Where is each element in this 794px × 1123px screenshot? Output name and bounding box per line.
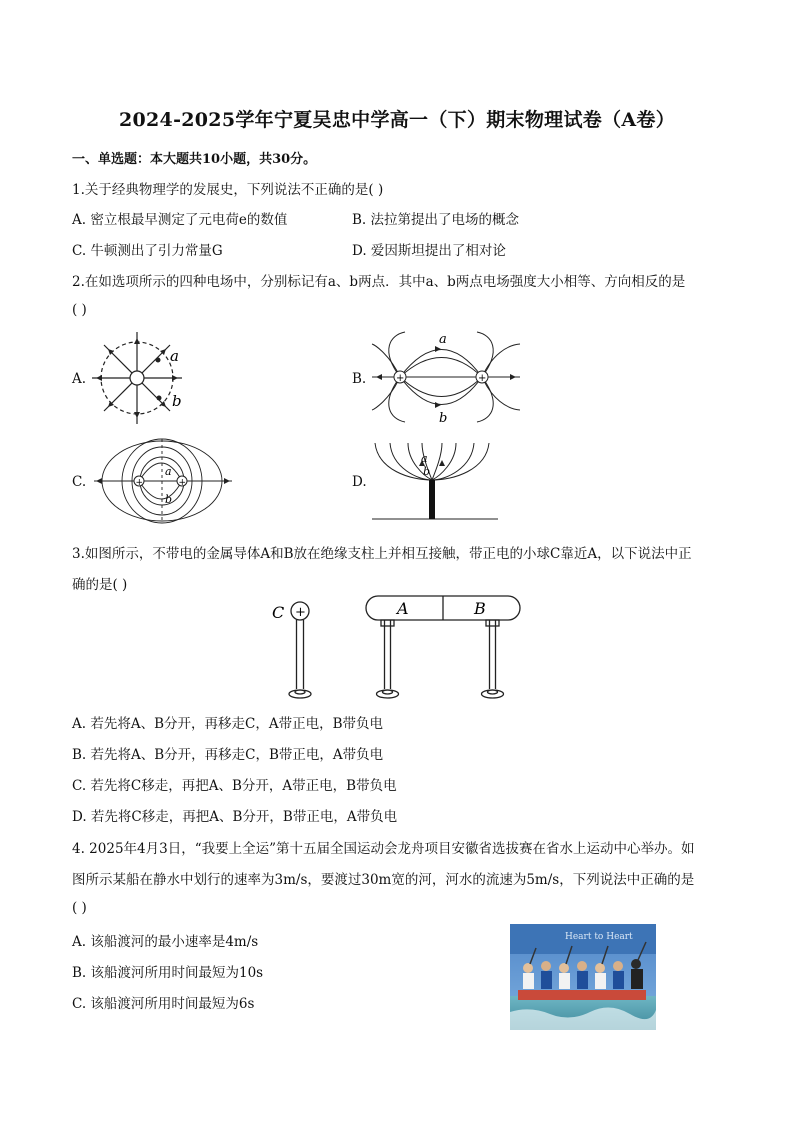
q3-fig-label-b: B: [474, 599, 486, 618]
q2-fig-c-plus-left: +: [135, 478, 144, 488]
q3-option-d[interactable]: D. 若先将C移走，再把A、B分开，B带正电，A带负电: [72, 809, 398, 825]
q2-figure-c-two-charges-field: [92, 435, 234, 527]
q1-stem: 1.关于经典物理学的发展史，下列说法不正确的是( ): [72, 182, 384, 198]
q2-fig-c-point-b: b: [165, 493, 173, 506]
q4-option-c[interactable]: C. 该船渡河所用时间最短为6s: [72, 996, 255, 1012]
q3-figure-conductors-on-stands: [266, 593, 526, 705]
q4-photo-banner-text: Heart to Heart: [565, 932, 633, 942]
q2-stem-line2: ( ): [72, 302, 87, 318]
q2-figure-b-like-charges-field: [370, 330, 525, 425]
q2-option-d-label[interactable]: D.: [352, 474, 367, 490]
q4-option-a[interactable]: A. 该船渡河的最小速率是4m/s: [72, 934, 259, 950]
q4-stem-line3: ( ): [72, 900, 87, 916]
q2-fig-a-point-b: b: [172, 392, 182, 410]
q2-fig-c-point-a: a: [165, 465, 172, 478]
q2-stem-line1: 2.在如选项所示的四种电场中，分别标记有a、b两点．其中a、b两点电场强度大小相等、方向相反的是: [72, 274, 686, 290]
q3-option-b[interactable]: B. 若先将A、B分开，再移走C，B带正电，A带负电: [72, 747, 384, 763]
q2-fig-c-plus-right: +: [178, 478, 187, 488]
q3-stem-line2: 确的是( ): [72, 577, 128, 593]
q2-fig-a-point-a: a: [170, 347, 179, 365]
q3-option-a[interactable]: A. 若先将A、B分开，再移走C，A带正电，B带负电: [72, 716, 384, 732]
q3-option-c[interactable]: C. 若先将C移走，再把A、B分开，A带正电，B带负电: [72, 778, 397, 794]
q2-fig-b-plus-right: +: [478, 373, 487, 384]
q2-fig-b-plus-left: +: [396, 373, 405, 384]
q1-option-c[interactable]: C. 牛顿测出了引力常量G: [72, 243, 223, 259]
q3-fig-plus: +: [295, 605, 306, 620]
q4-stem-line2: 图所示某船在静水中划行的速率为3m/s，要渡过30m宽的河，河水的流速为5m/s，下列说法中正确的是: [72, 872, 695, 888]
exam-title: 2024-2025学年宁夏吴忠中学高一（下）期末物理试卷（A卷）: [119, 109, 675, 131]
q2-fig-b-point-b: b: [439, 411, 448, 425]
q1-option-b[interactable]: B. 法拉第提出了电场的概念: [352, 212, 520, 228]
q2-figure-d-rod-field: [370, 440, 500, 522]
q2-option-c-label[interactable]: C.: [72, 474, 87, 490]
q4-option-b[interactable]: B. 该船渡河所用时间最短为10s: [72, 965, 264, 981]
q3-stem-line1: 3.如图所示，不带电的金属导体A和B放在绝缘支柱上并相互接触，带正电的小球C靠近A，以下说法中正: [72, 546, 692, 562]
q4-stem-line1: 4. 2025年4月3日，“我要上全运”第十五届全国运动会龙舟项目安徽省选拔赛在省水上运动中心举办。如: [72, 841, 695, 857]
q1-option-d[interactable]: D. 爱因斯坦提出了相对论: [352, 243, 506, 259]
q1-option-a[interactable]: A. 密立根最早测定了元电荷e的数值: [72, 212, 288, 228]
section-heading: 一、单选题：本大题共10小题，共30分。: [72, 152, 317, 167]
q2-fig-b-point-a: a: [439, 332, 447, 347]
q2-fig-d-point-b: b: [423, 465, 431, 478]
q2-option-a-label[interactable]: A.: [72, 371, 87, 387]
q3-fig-label-a: A: [397, 599, 409, 618]
q2-option-b-label[interactable]: B.: [352, 371, 367, 387]
q2-fig-d-point-a: a: [421, 452, 428, 465]
q3-fig-label-c: C: [272, 603, 285, 622]
q2-figure-a-point-charge-field: [90, 330, 200, 425]
q4-dragon-boat-photo: [510, 924, 656, 1030]
